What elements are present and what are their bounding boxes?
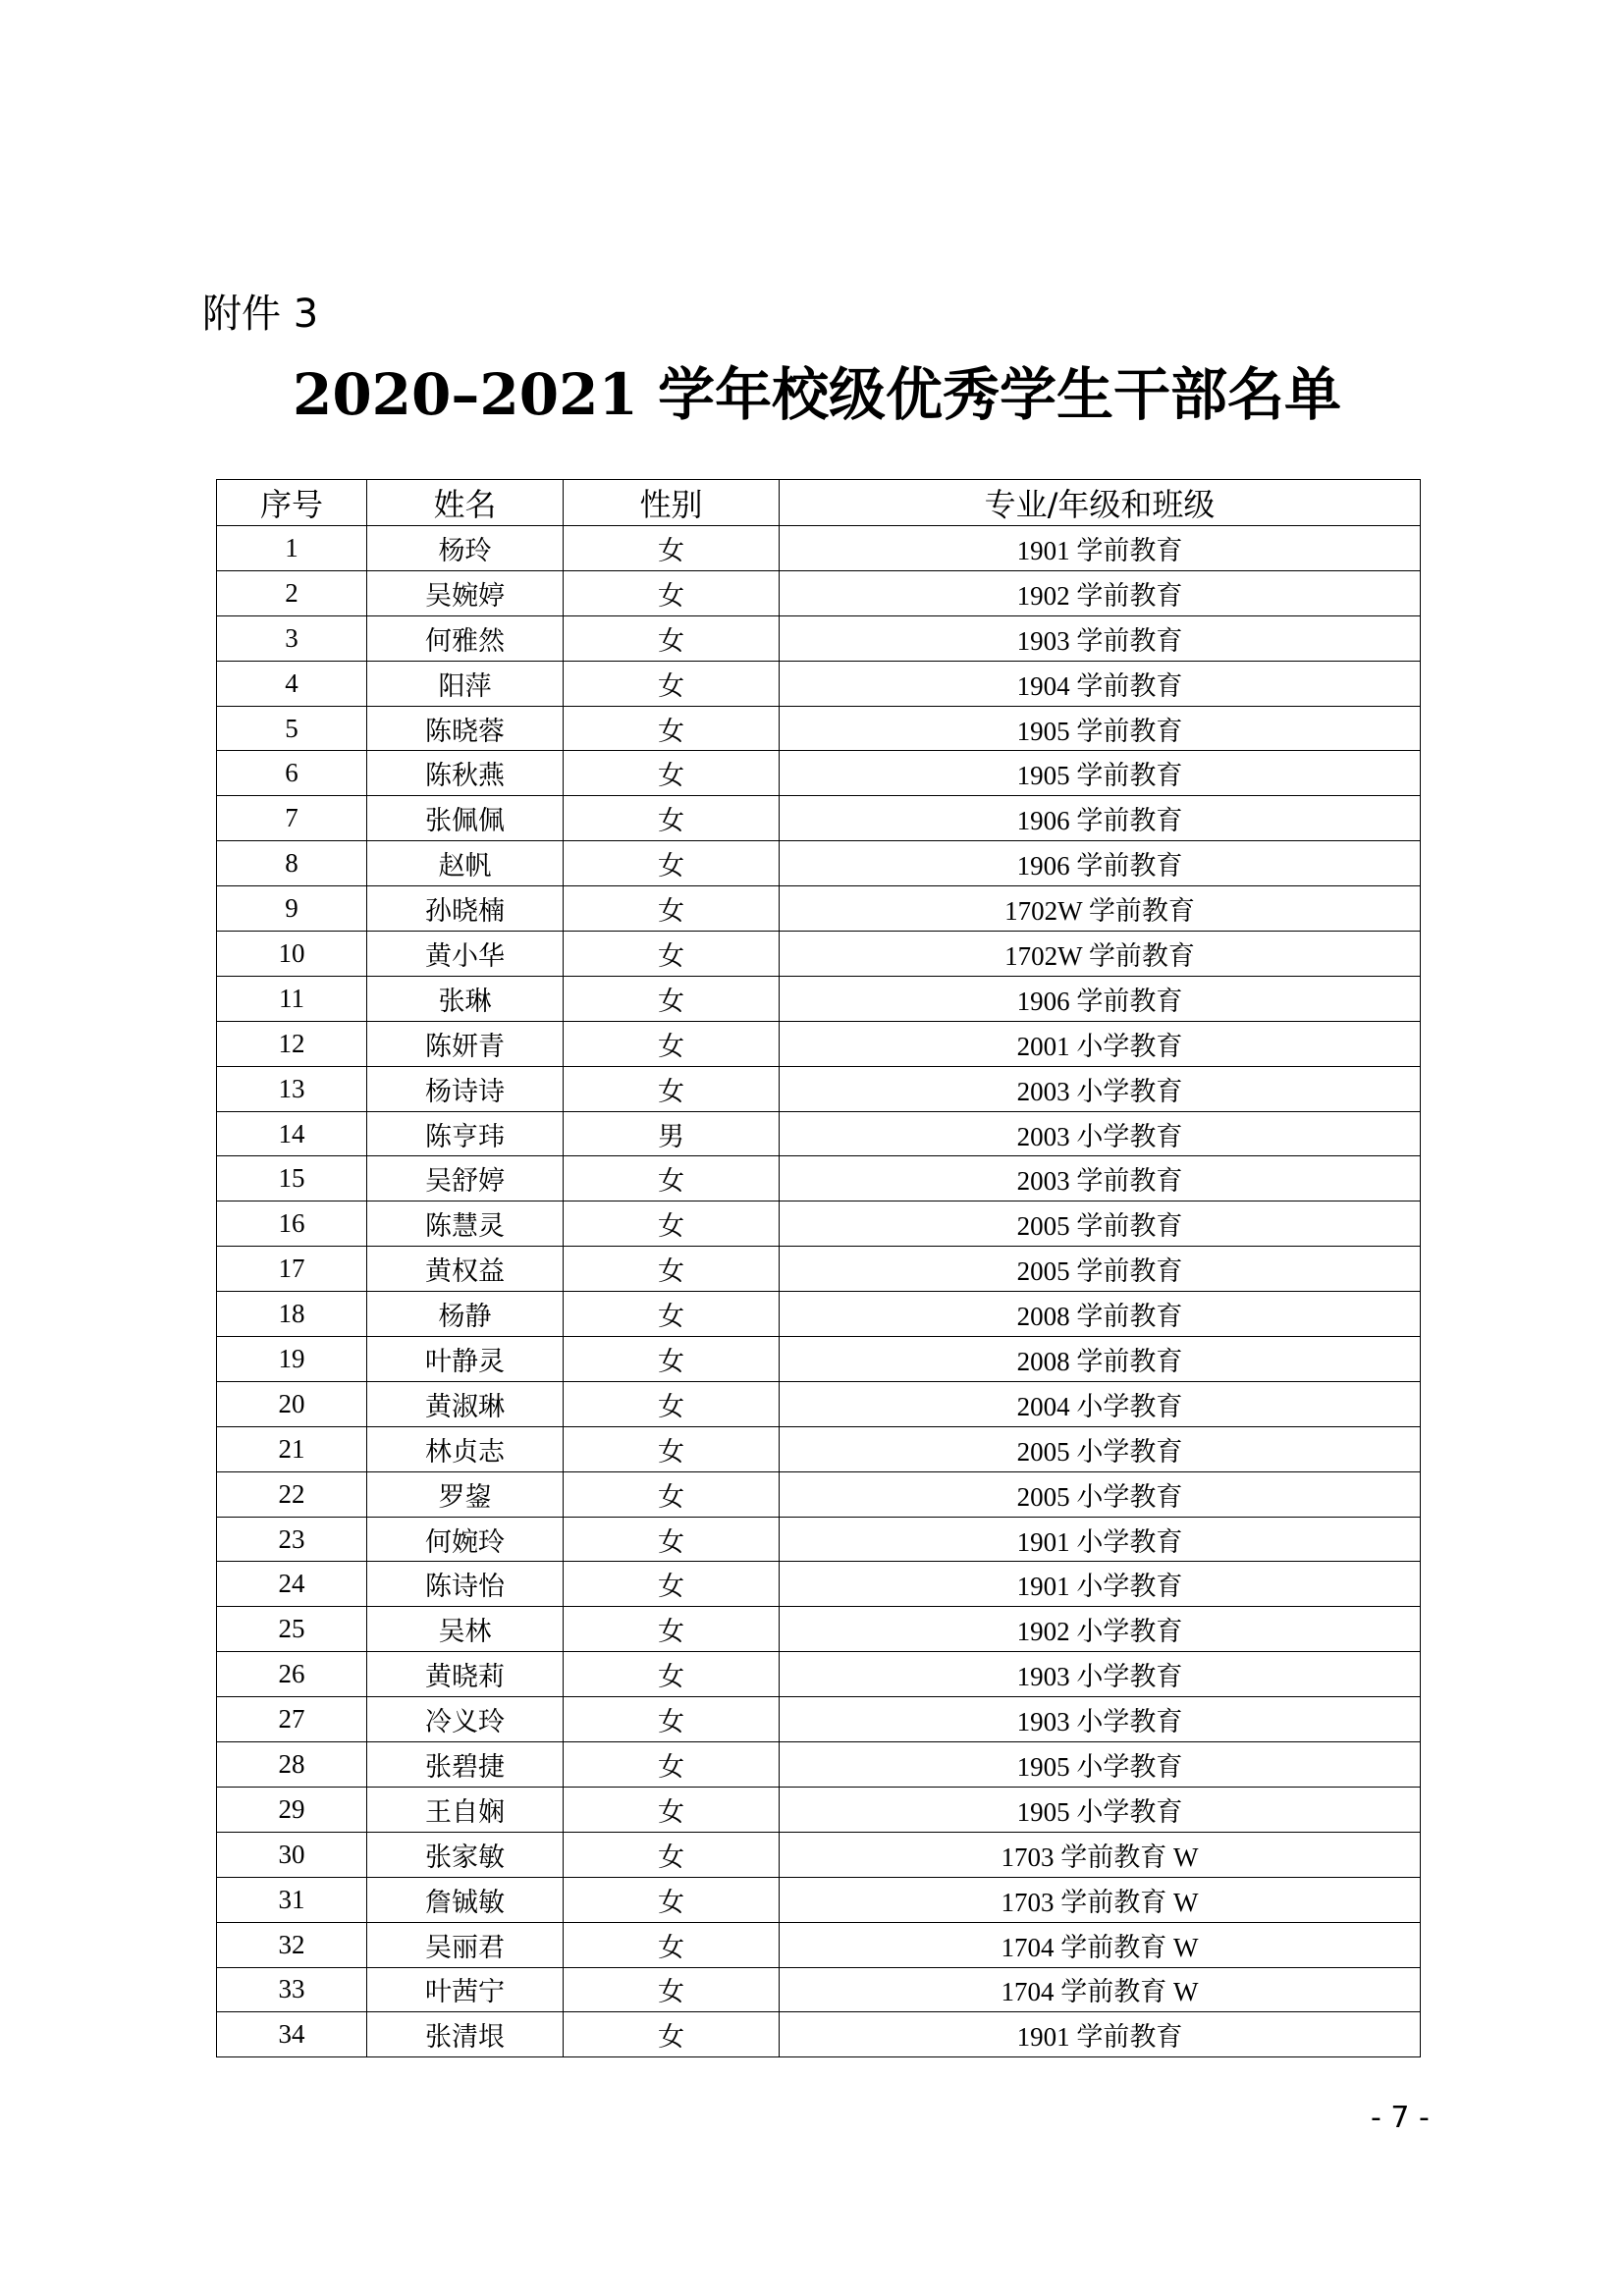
student-name: 陈慧灵	[367, 1201, 564, 1247]
student-class: 1905 小学教育	[780, 1787, 1421, 1832]
student-name: 陈秋燕	[367, 751, 564, 796]
student-class: 2003 小学教育	[780, 1111, 1421, 1156]
row-index: 18	[217, 1292, 367, 1337]
row-index: 16	[217, 1201, 367, 1247]
table-row	[217, 1111, 1421, 1156]
student-gender: 女	[564, 1381, 780, 1426]
student-gender: 女	[564, 570, 780, 615]
table-row	[217, 1787, 1421, 1832]
student-class: 1702W 学前教育	[780, 932, 1421, 977]
student-class: 1901 学前教育	[780, 2012, 1421, 2057]
student-class: 2003 小学教育	[780, 1066, 1421, 1111]
student-class: 1906 学前教育	[780, 796, 1421, 841]
row-index: 9	[217, 886, 367, 932]
row-index: 25	[217, 1607, 367, 1652]
header-name: 姓名	[367, 480, 564, 526]
student-name: 王自娴	[367, 1787, 564, 1832]
row-index: 14	[217, 1111, 367, 1156]
table-row	[217, 1381, 1421, 1426]
student-gender: 女	[564, 1292, 780, 1337]
student-name: 孙晓楠	[367, 886, 564, 932]
student-gender: 女	[564, 1021, 780, 1066]
student-class: 2004 小学教育	[780, 1381, 1421, 1426]
row-index: 24	[217, 1562, 367, 1607]
student-class: 2008 学前教育	[780, 1337, 1421, 1382]
student-gender: 女	[564, 526, 780, 571]
row-index: 33	[217, 1967, 367, 2012]
row-index: 10	[217, 932, 367, 977]
header-gender: 性别	[564, 480, 780, 526]
student-gender: 女	[564, 886, 780, 932]
row-index: 3	[217, 615, 367, 661]
student-gender: 女	[564, 1471, 780, 1517]
table-row	[217, 1021, 1421, 1066]
table-row	[217, 1471, 1421, 1517]
table-header-row	[217, 480, 1421, 526]
row-index: 23	[217, 1517, 367, 1562]
student-name: 吴婉婷	[367, 570, 564, 615]
student-gender: 女	[564, 751, 780, 796]
student-name: 黄晓莉	[367, 1652, 564, 1697]
page-number: - 7 -	[1371, 2101, 1430, 2135]
row-index: 12	[217, 1021, 367, 1066]
row-index: 20	[217, 1381, 367, 1426]
student-gender: 女	[564, 1832, 780, 1877]
student-name: 杨静	[367, 1292, 564, 1337]
table-row	[217, 2012, 1421, 2057]
row-index: 15	[217, 1156, 367, 1201]
table-row	[217, 526, 1421, 571]
student-class: 2005 学前教育	[780, 1247, 1421, 1292]
row-index: 2	[217, 570, 367, 615]
student-name: 林贞志	[367, 1426, 564, 1471]
student-gender: 女	[564, 1201, 780, 1247]
student-class: 1903 小学教育	[780, 1652, 1421, 1697]
student-class: 1904 学前教育	[780, 661, 1421, 706]
student-gender: 女	[564, 1066, 780, 1111]
student-gender: 女	[564, 1877, 780, 1922]
row-index: 30	[217, 1832, 367, 1877]
student-class: 1905 学前教育	[780, 706, 1421, 751]
student-class: 1901 学前教育	[780, 526, 1421, 571]
table-row	[217, 1156, 1421, 1201]
table-row	[217, 1877, 1421, 1922]
row-index: 13	[217, 1066, 367, 1111]
student-name: 黄小华	[367, 932, 564, 977]
student-name: 何婉玲	[367, 1517, 564, 1562]
row-index: 27	[217, 1697, 367, 1742]
student-name: 黄权益	[367, 1247, 564, 1292]
student-gender: 女	[564, 1426, 780, 1471]
row-index: 26	[217, 1652, 367, 1697]
student-class: 1704 学前教育 W	[780, 1967, 1421, 2012]
student-gender: 女	[564, 976, 780, 1021]
attachment-label: 附件 3	[202, 292, 319, 337]
student-name: 何雅然	[367, 615, 564, 661]
student-gender: 女	[564, 841, 780, 886]
student-gender: 女	[564, 1337, 780, 1382]
student-class: 2001 小学教育	[780, 1021, 1421, 1066]
row-index: 21	[217, 1426, 367, 1471]
student-name: 冷义玲	[367, 1697, 564, 1742]
row-index: 34	[217, 2012, 367, 2057]
student-name: 张清垠	[367, 2012, 564, 2057]
student-gender: 女	[564, 932, 780, 977]
student-name: 张佩佩	[367, 796, 564, 841]
student-class: 1905 小学教育	[780, 1742, 1421, 1788]
student-gender: 男	[564, 1111, 780, 1156]
table-row	[217, 1562, 1421, 1607]
student-cadre-table	[216, 479, 1421, 2057]
student-class: 2003 学前教育	[780, 1156, 1421, 1201]
student-class: 1906 学前教育	[780, 841, 1421, 886]
student-name: 叶茜宁	[367, 1967, 564, 2012]
table-row	[217, 1066, 1421, 1111]
row-index: 29	[217, 1787, 367, 1832]
student-name: 罗鋆	[367, 1471, 564, 1517]
table-row	[217, 1832, 1421, 1877]
table-row	[217, 1742, 1421, 1788]
student-gender: 女	[564, 2012, 780, 2057]
table-row	[217, 1426, 1421, 1471]
table-row	[217, 661, 1421, 706]
student-class: 1905 学前教育	[780, 751, 1421, 796]
table-row	[217, 1697, 1421, 1742]
row-index: 4	[217, 661, 367, 706]
table-row	[217, 1967, 1421, 2012]
table-row	[217, 1337, 1421, 1382]
student-gender: 女	[564, 1247, 780, 1292]
row-index: 17	[217, 1247, 367, 1292]
student-class: 2005 小学教育	[780, 1426, 1421, 1471]
student-gender: 女	[564, 661, 780, 706]
student-name: 陈诗怡	[367, 1562, 564, 1607]
table-row	[217, 1247, 1421, 1292]
student-class: 2005 小学教育	[780, 1471, 1421, 1517]
row-index: 1	[217, 526, 367, 571]
row-index: 8	[217, 841, 367, 886]
student-name: 张碧捷	[367, 1742, 564, 1788]
student-name: 陈妍青	[367, 1021, 564, 1066]
table-row	[217, 1652, 1421, 1697]
student-gender: 女	[564, 1787, 780, 1832]
table-row	[217, 841, 1421, 886]
student-class: 1702W 学前教育	[780, 886, 1421, 932]
table-row	[217, 1292, 1421, 1337]
table-row	[217, 706, 1421, 751]
table-row	[217, 570, 1421, 615]
table-row	[217, 1607, 1421, 1652]
student-class: 1703 学前教育 W	[780, 1877, 1421, 1922]
student-name: 赵帆	[367, 841, 564, 886]
row-index: 7	[217, 796, 367, 841]
table-row	[217, 886, 1421, 932]
header-index: 序号	[217, 480, 367, 526]
student-name: 吴舒婷	[367, 1156, 564, 1201]
student-name: 张琳	[367, 976, 564, 1021]
student-class: 2008 学前教育	[780, 1292, 1421, 1337]
student-gender: 女	[564, 796, 780, 841]
header-class: 专业/年级和班级	[780, 480, 1421, 526]
student-gender: 女	[564, 1562, 780, 1607]
student-class: 1703 学前教育 W	[780, 1832, 1421, 1877]
row-index: 32	[217, 1922, 367, 1967]
student-name: 吴丽君	[367, 1922, 564, 1967]
student-gender: 女	[564, 615, 780, 661]
student-class: 1903 小学教育	[780, 1697, 1421, 1742]
student-gender: 女	[564, 1607, 780, 1652]
row-index: 22	[217, 1471, 367, 1517]
student-gender: 女	[564, 706, 780, 751]
student-gender: 女	[564, 1517, 780, 1562]
student-gender: 女	[564, 1922, 780, 1967]
table-row	[217, 976, 1421, 1021]
table-row	[217, 615, 1421, 661]
row-index: 28	[217, 1742, 367, 1788]
student-name: 陈晓蓉	[367, 706, 564, 751]
table-body	[217, 526, 1421, 2057]
student-name: 詹铖敏	[367, 1877, 564, 1922]
row-index: 6	[217, 751, 367, 796]
row-index: 5	[217, 706, 367, 751]
student-name: 杨玲	[367, 526, 564, 571]
table-row	[217, 932, 1421, 977]
table-row	[217, 1922, 1421, 1967]
page-title: 2020–2021 学年校级优秀学生干部名单	[292, 361, 1342, 428]
student-name: 黄淑琳	[367, 1381, 564, 1426]
student-name: 阳萍	[367, 661, 564, 706]
student-class: 1903 学前教育	[780, 615, 1421, 661]
student-gender: 女	[564, 1967, 780, 2012]
row-index: 19	[217, 1337, 367, 1382]
table-row	[217, 1201, 1421, 1247]
student-gender: 女	[564, 1652, 780, 1697]
student-name: 杨诗诗	[367, 1066, 564, 1111]
student-class: 1901 小学教育	[780, 1517, 1421, 1562]
student-class: 1902 小学教育	[780, 1607, 1421, 1652]
student-gender: 女	[564, 1156, 780, 1201]
student-class: 1906 学前教育	[780, 976, 1421, 1021]
student-class: 1902 学前教育	[780, 570, 1421, 615]
student-class: 1704 学前教育 W	[780, 1922, 1421, 1967]
table-row	[217, 751, 1421, 796]
student-name: 张家敏	[367, 1832, 564, 1877]
table-row	[217, 796, 1421, 841]
row-index: 11	[217, 976, 367, 1021]
student-name: 陈亨玮	[367, 1111, 564, 1156]
table-row	[217, 1517, 1421, 1562]
student-gender: 女	[564, 1697, 780, 1742]
student-class: 1901 小学教育	[780, 1562, 1421, 1607]
student-name: 叶静灵	[367, 1337, 564, 1382]
student-class: 2005 学前教育	[780, 1201, 1421, 1247]
student-gender: 女	[564, 1742, 780, 1788]
row-index: 31	[217, 1877, 367, 1922]
student-name: 吴林	[367, 1607, 564, 1652]
